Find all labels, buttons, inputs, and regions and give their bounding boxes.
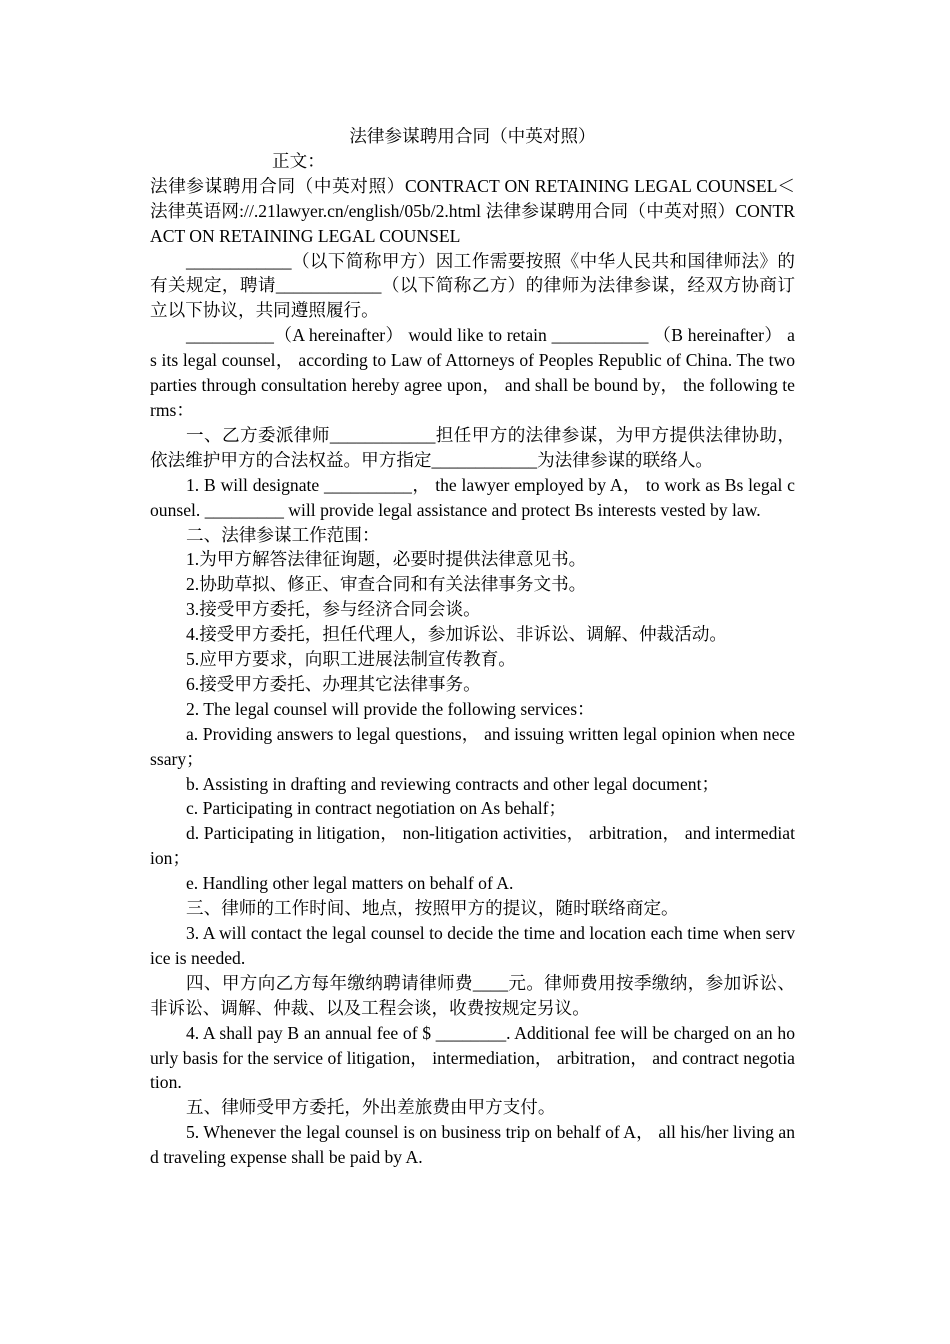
intro-paragraph: 法律参谋聘用合同（中英对照）CONTRACT ON RETAINING LEGAL COUNSEL＜法律英语网://.21lawyer.cn/english/05b/2.html 法律参谋聘用合同（中英对照）CONTRACT ON RETAINING LEGAL COUNSEL — [150, 175, 795, 246]
preamble-en: __________（A hereinafter） would like to retain ___________ （B hereinafter） as its legal counsel， according to Law of Attorneys of Peoples Republic of China. The two parties through consultation hereby agree upon， and shall be bound by， the following terms： — [150, 325, 795, 420]
clause-2-en-heading: 2. The legal counsel will provide the following services： — [186, 698, 595, 719]
clause-2-zh-item: 2.协助草拟、修正、审查合同和有关法律事务文书。 — [186, 574, 587, 595]
clause-2-en-item: c. Participating in contract negotiation on As behalf； — [186, 798, 567, 819]
clause-4-zh: 四、甲方向乙方每年缴纳聘请律师费____元。律师费用按季缴纳，参加诉讼、非诉讼、调解、仲裁、以及工程会谈，收费按规定另议。 — [150, 972, 795, 1018]
document-body — [150, 124, 795, 1170]
clause-2-zh-item: 6.接受甲方委托、办理其它法律事务。 — [186, 673, 481, 694]
clause-2-zh-heading: 二、法律参谋工作范围： — [186, 524, 380, 545]
clause-5-en: 5. Whenever the legal counsel is on business trip on behalf of A， all his/her living and traveling expense shall be paid by A. — [150, 1122, 795, 1168]
clause-2-en-item: e. Handling other legal matters on behalf of A. — [186, 873, 514, 894]
document-subtitle: 正文： — [272, 150, 325, 171]
document-title: 法律参谋聘用合同（中英对照） — [349, 126, 596, 146]
clause-2-en-item: a. Providing answers to legal questions， and issuing written legal opinion when necessary； — [150, 723, 795, 769]
clause-3-en: 3. A will contact the legal counsel to decide the time and location each time when service is needed. — [150, 923, 795, 968]
preamble-zh: ____________（以下简称甲方）因工作需要按照《中华人民共和国律师法》的有关规定，聘请____________（以下简称乙方）的律师为法律参谋，经双方协商订立以下协议，共同遵照履行。 — [150, 250, 795, 321]
clause-2-zh-item: 3.接受甲方委托，参与经济合同会谈。 — [186, 599, 481, 620]
clause-2-en-item: d. Participating in litigation， non-litigation activities， arbitration， and intermediation； — [150, 823, 795, 869]
clause-5-zh: 五、律师受甲方委托，外出差旅费由甲方支付。 — [186, 1097, 556, 1118]
clause-2-zh-item: 1.为甲方解答法律征询题，必要时提供法律意见书。 — [186, 549, 587, 570]
clause-2-en-item: b. Assisting in drafting and reviewing contracts and other legal document； — [186, 773, 720, 794]
clause-2-zh-item: 5.应甲方要求，向职工进展法制宣传教育。 — [186, 649, 516, 670]
clause-1-en: 1. B will designate __________， the lawyer employed by A， to work as Bs legal counsel. _________ will provide legal assistance and protect Bs interests vested by law. — [150, 474, 795, 520]
clause-4-en: 4. A shall pay B an annual fee of $ ________. Additional fee will be charged on an hourly basis for the service of litigation， intermediation， arbitration， and contract negotiation. — [150, 1022, 795, 1093]
clause-2-zh-item: 4.接受甲方委托，担任代理人，参加诉讼、非诉讼、调解、仲裁活动。 — [186, 624, 728, 645]
clause-1-zh: 一、乙方委派律师____________担任甲方的法律参谋，为甲方提供法律协助，依法维护甲方的合法权益。甲方指定____________为法律参谋的联络人。 — [150, 424, 795, 470]
clause-3-zh: 三、律师的工作时间、地点，按照甲方的提议，随时联络商定。 — [186, 898, 679, 919]
